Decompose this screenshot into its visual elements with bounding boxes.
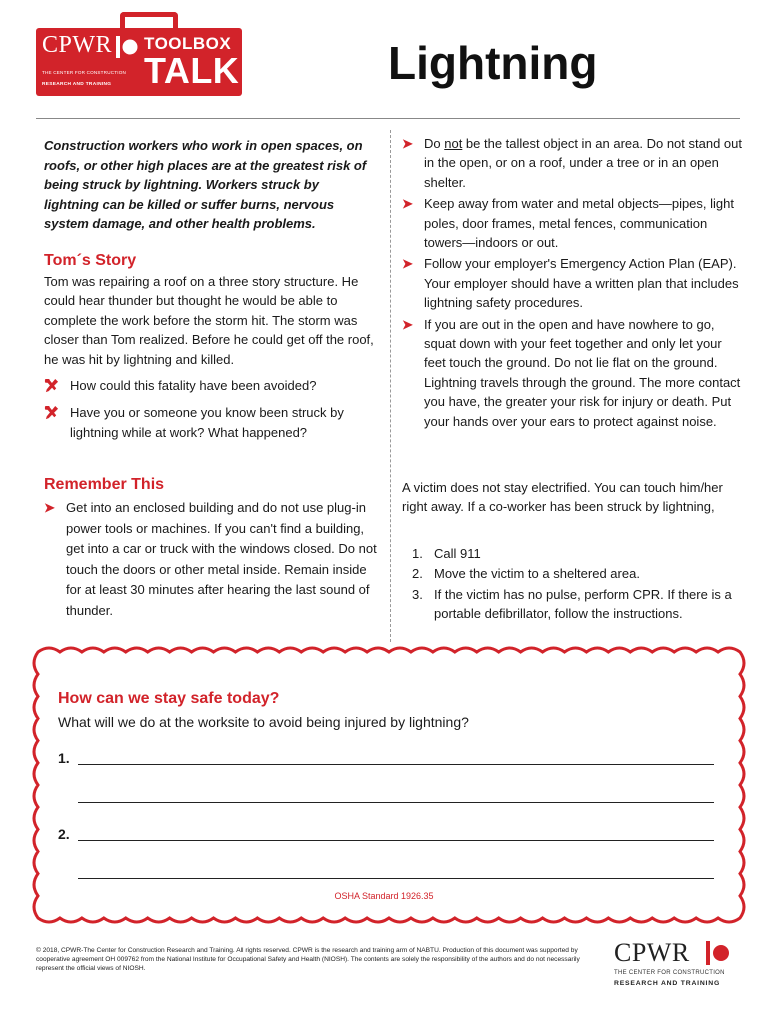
safe-today-heading: How can we stay safe today? bbox=[58, 690, 280, 707]
tip-text-post: be the tallest object in an area. Do not stand out in the open, or on a roof, under a tree or in an open shelter. bbox=[424, 136, 742, 190]
answer-number-1: 1. bbox=[58, 750, 70, 766]
cpwr-mark-icon bbox=[706, 941, 730, 965]
step-number: 2. bbox=[412, 566, 423, 582]
victim-paragraph: A victim does not stay electrified. You can touch him/her right away. If a co-worker has been struck by lightning, bbox=[402, 480, 723, 515]
step-number: 1. bbox=[412, 546, 423, 561]
safe-today-question: What will we do at the worksite to avoid being injured by lightning? bbox=[58, 714, 469, 730]
safety-tips-list bbox=[402, 134, 742, 433]
osha-standard: OSHA Standard 1926.35 bbox=[334, 891, 434, 901]
step-number: 3. bbox=[412, 586, 423, 602]
list-item bbox=[402, 194, 742, 252]
answer-line[interactable] bbox=[78, 878, 714, 879]
tools-icon bbox=[44, 378, 59, 393]
discussion-questions bbox=[44, 376, 378, 450]
footer-logo-brand: CPWR bbox=[614, 938, 690, 967]
list-item bbox=[402, 564, 742, 583]
cpwr-footer-logo bbox=[614, 938, 738, 992]
first-aid-steps bbox=[402, 544, 742, 625]
list-item-text: Get into an enclosed building and do not use plug-in power tools or machines. If you can't find a building, get into a car or truck with the windows closed. Do not touch the doors or other metal inside. Remain inside for at least 30 minutes after hearing the last sound of thunder. bbox=[66, 500, 377, 618]
question-item bbox=[44, 376, 378, 395]
remember-list bbox=[44, 498, 378, 624]
tip-text-pre: Do bbox=[424, 136, 445, 151]
logo-talk: TALK bbox=[144, 50, 240, 91]
tools-icon bbox=[44, 405, 59, 420]
answer-line[interactable] bbox=[78, 802, 714, 803]
list-item bbox=[402, 254, 742, 312]
answer-number-2: 2. bbox=[58, 826, 70, 842]
column-divider bbox=[390, 130, 391, 642]
arrow-bullet-icon: ➤ bbox=[402, 256, 413, 272]
answer-line[interactable] bbox=[78, 840, 714, 841]
copyright-notice: © 2018, CPWR-The Center for Construction Research and Training. All rights reserved. CPWR is the research and training arm of NABTU. Production of this document was supported by cooperative agreement OH 009762 from the National Institute for Occupational Safety and Health (NIOSH). The contents are solely the responsibility of the authors and do not necessarily represent the official views of NIOSH. bbox=[36, 947, 580, 972]
list-item bbox=[402, 544, 742, 563]
footer-logo-subtitle: THE CENTER FOR CONSTRUCTION bbox=[614, 970, 725, 976]
remember-heading: Remember This bbox=[44, 476, 165, 493]
header-divider bbox=[36, 118, 740, 119]
answer-line[interactable] bbox=[78, 764, 714, 765]
list-item-text: If you are out in the open and have nowhere to go, squat down with your feet together and only let your feet touch the ground. Do not lie flat on the ground. Lightning travels through the ground. The more contact you have, the greater your risk for injury or death. Put your hands over your ears to protect against noise. bbox=[424, 316, 741, 429]
arrow-bullet-icon: ➤ bbox=[402, 196, 413, 212]
list-item bbox=[402, 315, 742, 431]
story-heading: Tom´s Story bbox=[44, 252, 137, 269]
logo-brand: CPWR bbox=[42, 32, 113, 58]
step-text: Call 911 bbox=[434, 546, 481, 561]
arrow-bullet-icon: ➤ bbox=[44, 500, 55, 515]
logo-toolbox: TOOLBOX bbox=[144, 34, 232, 53]
tip-text-emphasis: not bbox=[444, 136, 463, 151]
list-item bbox=[402, 134, 742, 192]
arrow-bullet-icon: ➤ bbox=[402, 316, 413, 332]
list-item-text: Keep away from water and metal objects—pipes, light poles, door frames, metal fences, communication towers—indoors or out. bbox=[424, 196, 734, 251]
arrow-bullet-icon: ➤ bbox=[402, 136, 413, 151]
intro-paragraph: Construction workers who work in open spaces, on roofs, or other high places are at the greatest risk of being struck by lightning. Workers struck by lightning can be killed or suffer burns, nervous system damage, and other health problems. bbox=[44, 138, 367, 232]
footer-logo-subtitle-2: RESEARCH AND TRAINING bbox=[614, 980, 721, 987]
story-paragraph: Tom was repairing a roof on a three story structure. He could hear thunder but thought he would be able to complete the work before the storm hit. The storm was closer than Tom realized. Before he could get off the roof, he was hit by lightning and killed. bbox=[44, 274, 374, 367]
step-text: If the victim has no pulse, perform CPR. If there is a portable defibrillator, follow the instructions. bbox=[434, 586, 732, 622]
page-title: Lightning bbox=[388, 37, 598, 89]
scalloped-border bbox=[0, 632, 768, 932]
step-text: Move the victim to a sheltered area. bbox=[434, 566, 640, 582]
question-text: Have you or someone you know been struck by lightning while at work? What happened? bbox=[70, 405, 344, 440]
list-item-text: Follow your employer's Emergency Action Plan (EAP). Your employer should have a written plan that includes lightning safety procedures. bbox=[424, 256, 739, 311]
question-text: How could this fatality have been avoided? bbox=[70, 378, 317, 393]
logo-subtitle-2: RESEARCH AND TRAINING bbox=[42, 82, 112, 87]
logo-subtitle: THE CENTER FOR CONSTRUCTION bbox=[42, 70, 127, 75]
cpwr-toolbox-talk-logo bbox=[36, 10, 242, 98]
cpwr-mark-icon bbox=[116, 36, 138, 58]
list-item bbox=[402, 585, 742, 624]
question-item bbox=[44, 403, 378, 442]
list-item bbox=[44, 498, 378, 622]
